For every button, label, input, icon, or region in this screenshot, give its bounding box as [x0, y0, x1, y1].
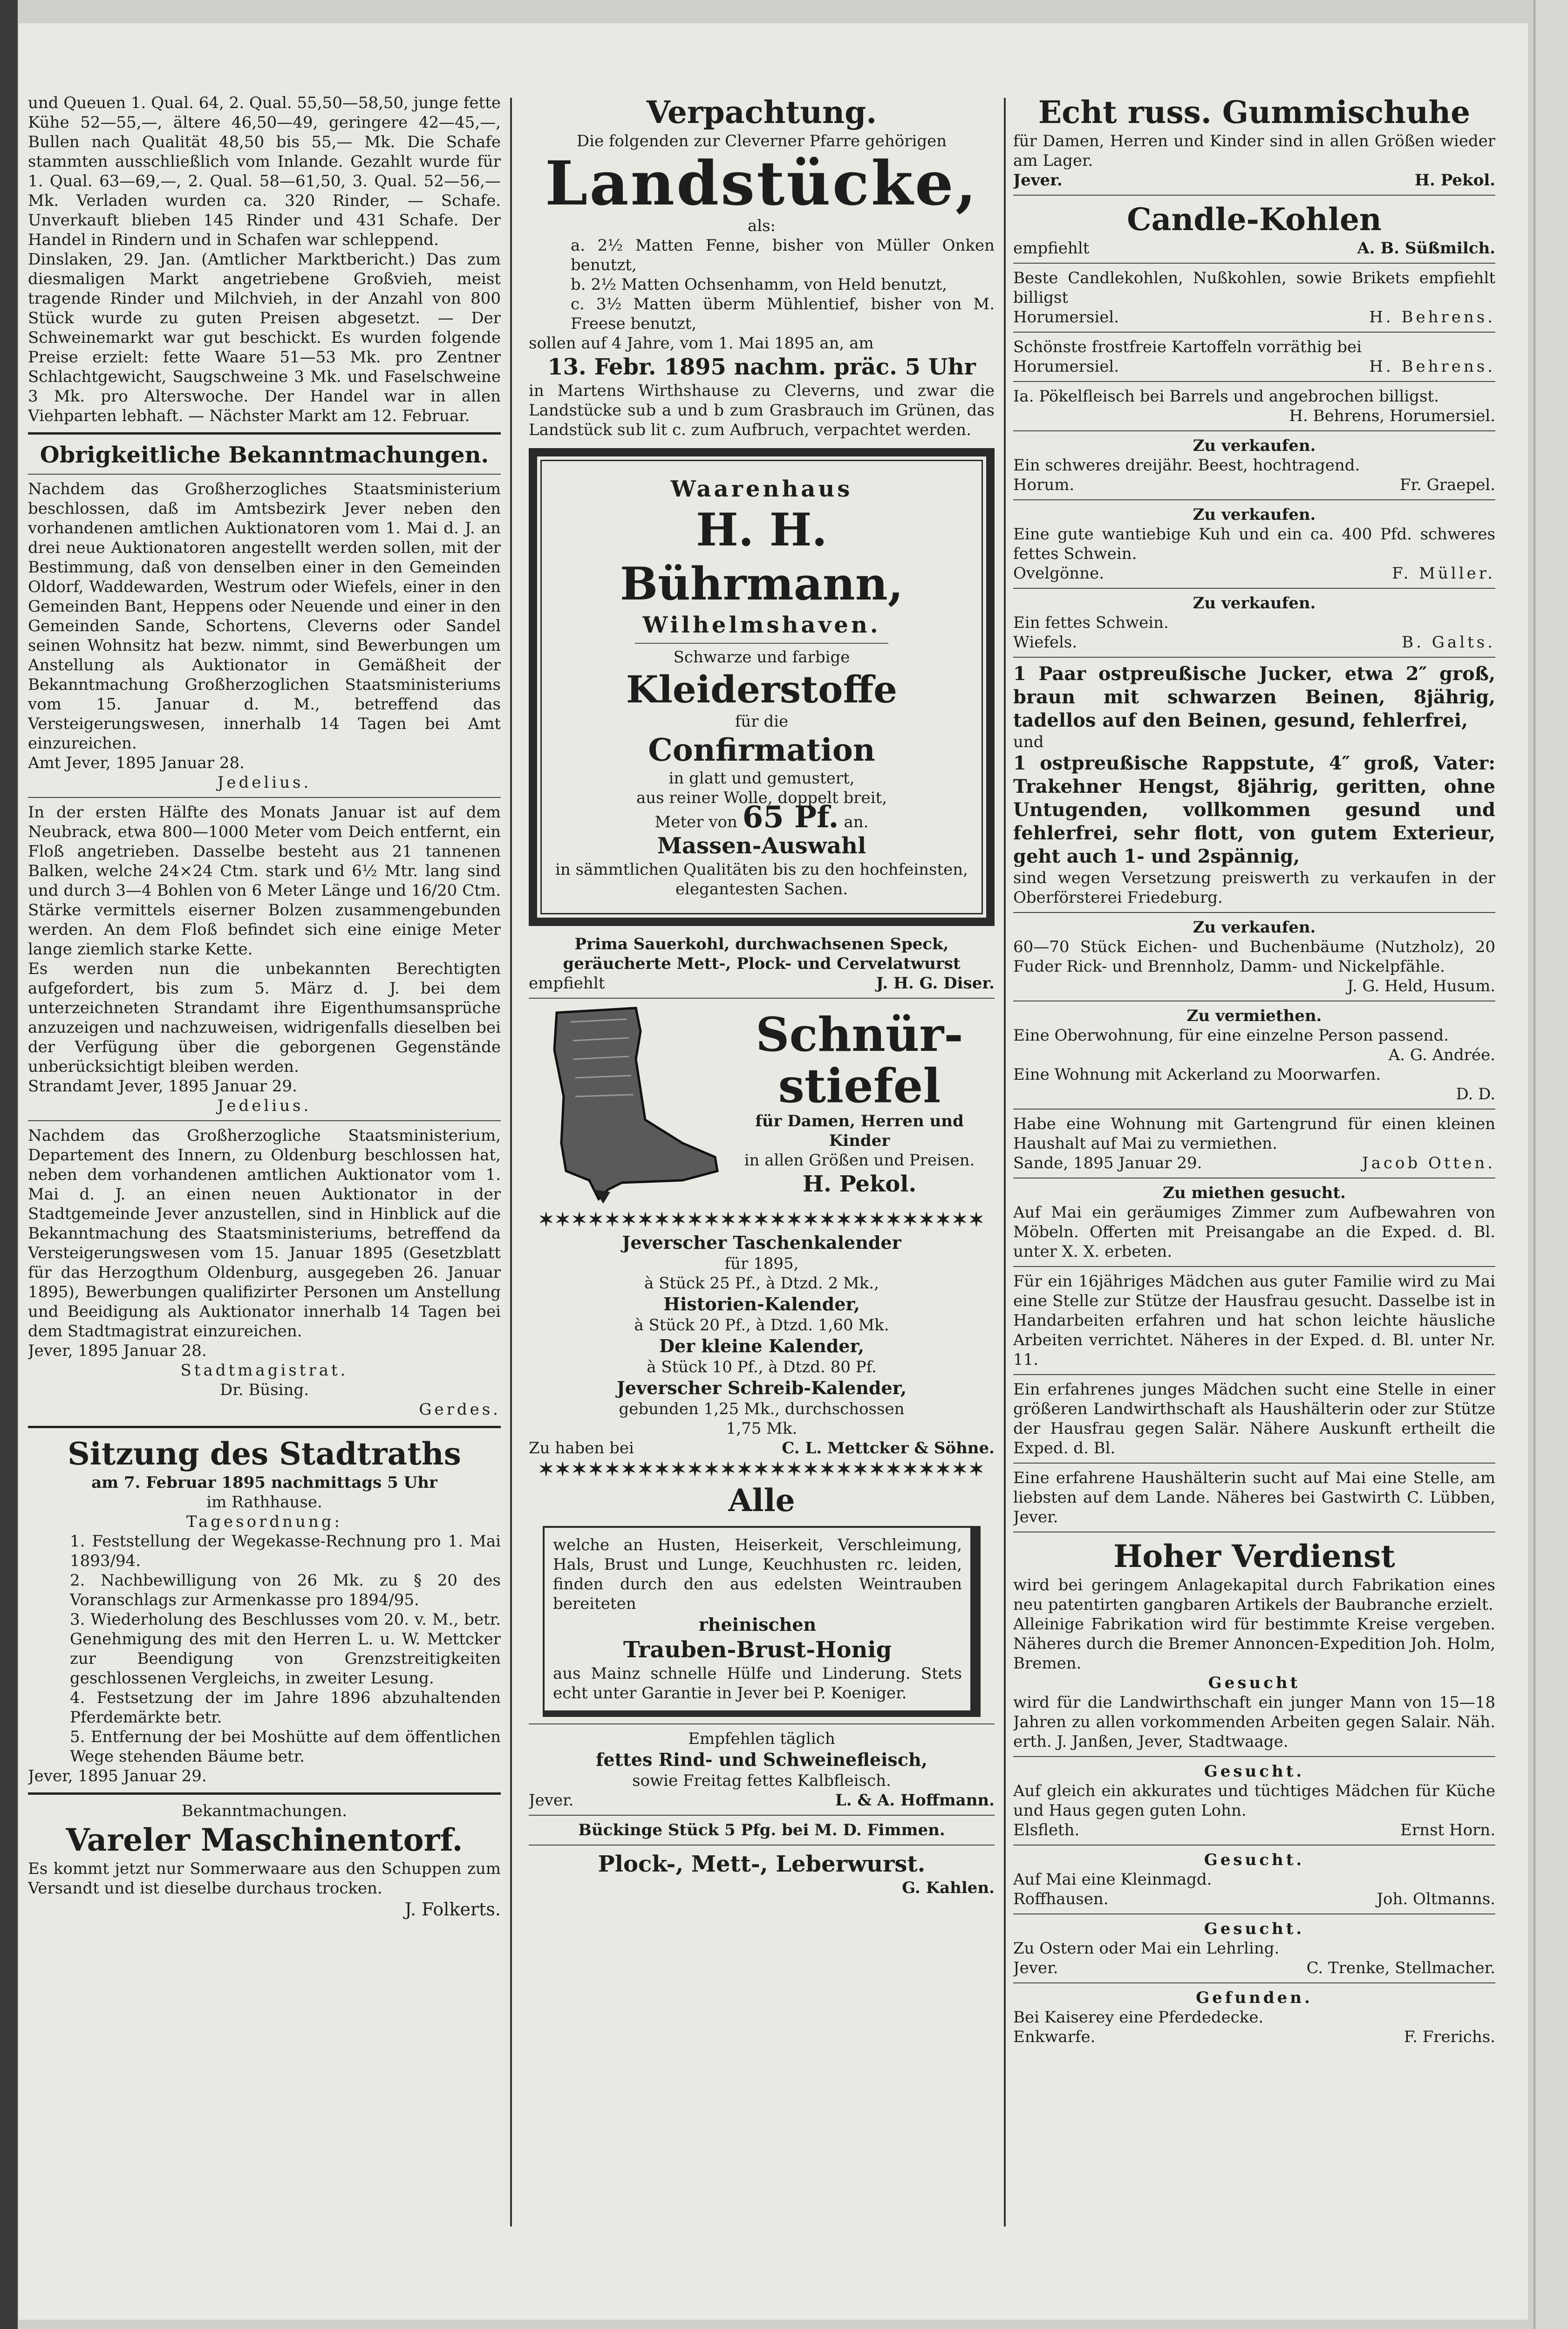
- ad-text: Auf Mai eine Kleinmagd.: [1013, 1870, 1212, 1889]
- notice-signature: Dr. Büsing.: [219, 1381, 309, 1399]
- ad-text: Ein fettes Schwein.: [1013, 613, 1169, 632]
- divider: [28, 1792, 501, 1795]
- ad-signature: F. Frerichs.: [1404, 2028, 1495, 2046]
- ad-text: Wiefels.: [1013, 633, 1077, 652]
- divider: [1013, 588, 1495, 589]
- ad-footer: [1013, 1820, 1495, 1840]
- ad-text: Roffhausen.: [1013, 1890, 1109, 1908]
- ad-text: Alleinige Fabrikation wird für bestimmte Kreise vergeben. Näheres durch die Bremer Annoncen-Expedition Joh. Holm, Bremen.: [1013, 1615, 1495, 1673]
- ad-text: Es kommt jetzt nur Sommerwaare aus den Schuppen zum Versandt und ist dieselbe durchaus trocken.: [28, 1859, 501, 1898]
- ad-signature: Joh. Oltmanns.: [1377, 1890, 1495, 1908]
- land-item: a. 2½ Matten Fenne, bisher von Müller Onken benutzt,: [571, 236, 995, 274]
- ad-text: Eine erfahrene Haushälterin sucht auf Mai eine Stelle, am liebsten auf dem Lande. Näheres bei Gastwirth C. Lübben, Jever.: [1013, 1469, 1495, 1526]
- ad-text: Bückinge Stück 5 Pfg. bei M. D. Fimmen.: [578, 1821, 945, 1839]
- ad-signature: J. G. Held, Husum.: [1347, 977, 1495, 995]
- ad-text: Enkwarfe.: [1013, 2028, 1096, 2046]
- ad-footer: [1013, 475, 1495, 495]
- meeting-signature: Jever, 1895 Januar 29.: [28, 1767, 207, 1785]
- ad-text: Horum.: [1013, 476, 1075, 494]
- ad-footer: [1013, 564, 1495, 583]
- agenda-item: 2. Nachbewilligung von 26 Mk. zu § 20 des Voranschlags zur Armenkasse pro 1894/95.: [70, 1571, 501, 1609]
- ad-text: und: [1013, 733, 1044, 751]
- calendar-price: gebunden 1,25 Mk., durchschossen: [619, 1400, 905, 1418]
- notice-signature: Gerdes.: [419, 1400, 501, 1419]
- ad-footer: [1013, 2027, 1495, 2047]
- star-border: ✶✶✶✶✶✶✶✶✶✶✶✶✶✶✶✶✶✶✶✶✶✶✶✶✶✶✶: [538, 1209, 985, 1231]
- ad-text: empfiehlt: [529, 974, 605, 993]
- notice-signature: Jedelius.: [217, 1096, 312, 1115]
- notice-signature: Jedelius.: [217, 773, 312, 792]
- ad-text: 60—70 Stück Eichen- und Buchenbäume (Nutzholz), 20 Fuder Rick- und Brennholz, Damm- und Nickelpfähle.: [1013, 938, 1495, 976]
- ad-footer: [1013, 633, 1495, 652]
- ad-headline: Hoher Verdienst: [1113, 1538, 1395, 1574]
- column-rule: [1004, 98, 1006, 2227]
- ad-text: Schönste frostfreie Kartoffeln vorräthig bei: [1013, 338, 1362, 356]
- calendar-price: à Stück 10 Pf., à Dtzd. 80 Pf.: [647, 1358, 877, 1376]
- ad-text: Empfehlen täglich: [688, 1730, 835, 1748]
- ad-text: in glatt und gemustert,: [668, 769, 855, 788]
- meeting-title: Sitzung des Stadtraths: [68, 1436, 461, 1472]
- calendar-price: 1,75 Mk.: [726, 1419, 798, 1438]
- divider: [1013, 1109, 1495, 1110]
- ad-headline: Massen-Auswahl: [657, 833, 866, 859]
- ad-text: Horumersiel.: [1013, 357, 1119, 376]
- ad-signature: H. Pekol.: [1414, 171, 1495, 190]
- ad-heading: Gesucht.: [1204, 1762, 1305, 1781]
- ad-signature: G. Kahlen.: [902, 1879, 995, 1897]
- ad-text: Ia. Pökelfleisch bei Barrels und angebrochen billigst.: [1013, 387, 1439, 406]
- ad-text: in sämmtlichen Qualitäten bis zu den hochfeinsten, elegantesten Sachen.: [555, 860, 968, 899]
- ad-subtitle: Die folgenden zur Cleverner Pfarre gehörigen: [576, 132, 947, 150]
- ad-heading: Gefunden.: [1196, 1989, 1313, 2007]
- ad-text: empfiehlt: [1013, 239, 1090, 258]
- honey-ad-box: [543, 1526, 981, 1717]
- market-report-dinslaken: Dinslaken, 29. Jan. (Amtlicher Marktbericht.) Das zum diesmaligen Markt angetriebene Großvieh, meist tragende Rinder und Milchvieh, in der Anzahl von 800 Stück wurde zu guten Preisen abgesetzt. — Der Schweinemarkt war gut beschickt. Es wurden folgende Preise erzielt: fette Waare 51—53 Mk. pro Zentner Schlachtgewicht, Saugschweine 3 Mk. und Faselschweine 3 Mk. pro Alterswoche. Der Handel war in allen Viehparten lebhaft. — Nächster Markt am 12. Februar.: [28, 250, 501, 425]
- divider: [529, 998, 995, 999]
- ad-footer: [529, 974, 995, 993]
- divider: [28, 474, 501, 475]
- notice-date: Jever, 1895 Januar 28.: [28, 1342, 207, 1360]
- ad-text: Ein erfahrenes junges Mädchen sucht eine Stelle in einer größeren Landwirthschaft als Haushälterin oder zur Stütze der Hausfrau gegen Salär. Nähere Auskunft ertheilt die Exped. d. Bl.: [1013, 1380, 1495, 1457]
- ad-text: Bei Kaiserey eine Pferdedecke.: [1013, 2008, 1264, 2027]
- ad-text: Sande, 1895 Januar 29.: [1013, 1154, 1202, 1172]
- ad-headline: H. H. Bührmann,: [620, 504, 904, 610]
- ad-heading: Gesucht.: [1204, 1851, 1305, 1869]
- shoe-ad: [529, 1003, 995, 1204]
- divider: [28, 432, 501, 435]
- column-1: [28, 93, 501, 2227]
- ad-signature: Fr. Graepel.: [1399, 476, 1495, 494]
- land-item: c. 3½ Matten überm Mühlentief, bisher von M. Freese benutzt,: [571, 295, 995, 333]
- ad-title: Vareler Maschinentorf.: [66, 1822, 463, 1858]
- notice-date: Strandamt Jever, 1895 Januar 29.: [28, 1077, 297, 1096]
- ad-text: rheinischen: [698, 1614, 817, 1635]
- divider: [1013, 912, 1495, 913]
- ad-text: sind wegen Versetzung preiswerth zu verkaufen in der Oberförsterei Friedeburg.: [1013, 869, 1495, 907]
- calendar-title: Jeverscher Taschenkalender: [622, 1232, 901, 1253]
- divider: [1013, 430, 1495, 431]
- agenda-heading: Tagesordnung:: [186, 1512, 343, 1531]
- divider: [28, 797, 501, 798]
- ad-heading: Zu verkaufen.: [1193, 594, 1316, 613]
- ad-price: 65 Pf.: [742, 800, 839, 835]
- divider: [1013, 657, 1495, 658]
- ad-headline: Schnür-: [756, 1007, 963, 1062]
- ad-text: Prima Sauerkohl, durchwachsenen Speck, geräucherte Mett-, Plock- und Cervelatwurst: [563, 935, 961, 973]
- column-rule: [510, 98, 512, 2227]
- calendar-title: Der kleine Kalender,: [659, 1335, 864, 1356]
- ad-signature: L. & A. Hoffmann.: [835, 1791, 995, 1810]
- column-3: [1013, 93, 1495, 2227]
- ad-signature: H. Behrens, Horumersiel.: [1289, 407, 1495, 425]
- agenda-item: 4. Festsetzung der im Jahre 1896 abzuhaltenden Pferdemärkte betr.: [70, 1689, 501, 1727]
- ad-text: sollen auf 4 Jahre, vom 1. Mai 1895 an, am: [529, 334, 874, 353]
- ad-headline: Landstücke,: [545, 148, 978, 219]
- ad-text: für Damen, Herren und Kinder sind in allen Größen wieder am Lager.: [1013, 132, 1495, 170]
- ad-footer: [529, 1438, 995, 1458]
- ad-text: Für ein 16jähriges Mädchen aus guter Familie wird zu Mai eine Stelle zur Stütze der Hausfrau gesucht. Dasselbe ist in Handarbeiten erfahren und hat schon leichte häusliche Arbeiten verrichtet. Näheres in der Exped. d. Bl. unter Nr. 11.: [1013, 1272, 1495, 1369]
- ad-signature: A. B. Süßmilch.: [1357, 239, 1495, 258]
- divider: [529, 1723, 995, 1724]
- calendar-text: für 1895,: [724, 1254, 799, 1273]
- calendar-price: à Stück 25 Pf., à Dtzd. 2 Mk.,: [644, 1274, 879, 1293]
- ad-text: Zu haben bei: [529, 1439, 634, 1457]
- shoe-ad-text: [724, 1009, 995, 1198]
- ad-text: 1 ostpreußische Rappstute, 4″ groß, Vater: Trakehner Hengst, 8jährig, geritten, ohne Untugenden, vollkommen gesund und fehlerfrei, sehr flott, von gutem Exterieur, geht auch 1- und 2spännig,: [1013, 752, 1495, 867]
- notice-text: Nachdem das Großherzogliches Staatsministerium beschlossen, daß im Amtsbezirk Jever neben den vorhandenen amtlichen Auktionatoren vom 1. Mai d. J. an drei neue Auktionatoren angestellt werden sollen, mit der Bestimmung, daß von denselben einer in den Gemeinden Oldorf, Waddewarden, Westrum oder Wiefels, einer in den Gemeinden Bant, Heppens oder Neuende und einer in den Gemeinden Sande, Schortens, Cleverns oder Sandel seinen Wohnsitz hat bezw. nimmt, sind Bewerbungen um Anstellung als Auktionator in Gemäßheit der Bekanntmachung Großherzoglichen Staatsministeriums vom 15. Januar d. M., betreffend das Versteigerungswesen, innerhalb 14 Tagen bei Amt einzureichen.: [28, 480, 501, 753]
- ad-text: Habe eine Wohnung mit Gartengrund für einen kleinen Haushalt auf Mai zu vermiethen.: [1013, 1115, 1495, 1153]
- ad-text: Eine Oberwohnung, für eine einzelne Person passend.: [1013, 1026, 1449, 1045]
- agenda-item: 1. Feststellung der Wegekasse-Rechnung pro 1. Mai 1893/94.: [70, 1532, 501, 1570]
- ad-text: Jever.: [1013, 1959, 1058, 1977]
- ad-headline: Alle: [728, 1482, 795, 1519]
- ad-footer: [1013, 307, 1495, 327]
- ad-text: Eine Wohnung mit Ackerland zu Moorwarfen.: [1013, 1065, 1381, 1084]
- ad-text: Zu Ostern oder Mai ein Lehrling.: [1013, 1939, 1280, 1958]
- boot-icon: [529, 1003, 724, 1204]
- ad-headline: Confirmation: [648, 732, 875, 768]
- star-border: ✶✶✶✶✶✶✶✶✶✶✶✶✶✶✶✶✶✶✶✶✶✶✶✶✶✶✶: [538, 1458, 985, 1480]
- section-heading: Bekanntmachungen.: [181, 1802, 348, 1820]
- ad-text: für die: [735, 712, 789, 731]
- ad-headline: fettes Rind- und Schweinefleisch,: [596, 1749, 927, 1770]
- divider: [1013, 1266, 1495, 1267]
- ad-footer: [1013, 1958, 1495, 1978]
- ad-signature: J. Folkerts.: [404, 1899, 501, 1920]
- ad-text: Ein schweres dreijähr. Beest, hochtragend.: [1013, 456, 1360, 475]
- ad-signature: C. L. Mettcker & Söhne.: [782, 1439, 995, 1457]
- ad-heading: Zu verkaufen.: [1193, 505, 1316, 524]
- ad-text: Waarenhaus: [670, 476, 853, 502]
- ad-text: Elsfleth.: [1013, 1821, 1080, 1839]
- ad-text: Jever.: [529, 1791, 574, 1810]
- ad-text: Auf Mai ein geräumiges Zimmer zum Aufbewahren von Möbeln. Offerten mit Preisangabe an die Exped. d. Bl. unter X. X. erbeten.: [1013, 1203, 1495, 1261]
- ad-text: Schwarze und farbige: [673, 648, 850, 667]
- ad-footer: [1013, 1153, 1495, 1173]
- ad-text: wird für die Landwirthschaft ein junger Mann von 15—18 Jahren zu allen vorkommenden Arbeiten gegen Salair. Näh. erth. J. Janßen, Jever, Stadtwaage.: [1013, 1693, 1495, 1751]
- ad-signature: Ernst Horn.: [1400, 1821, 1495, 1839]
- ad-footer: [1013, 1889, 1495, 1909]
- ad-signature: H. Behrens.: [1369, 308, 1495, 327]
- ad-text: für Damen, Herren und Kinder: [755, 1112, 964, 1150]
- notice-text: Nachdem das Großherzogliche Staatsministerium, Departement des Innern, zu Oldenburg beschlossen hat, neben dem vorhandenen amtlichen Auktionator vom 1. Mai d. J. an einen neuen Auktionator in der Stadtgemeinde Jever anzustellen, sind in Hinblick auf die Bekanntmachung des Staatsministeriums, betreffend da Versteigerungswesen vom 15. Januar 1895 (Gesetzblatt für das Herzogthum Oldenburg, ausgegeben 26. Januar 1895), Bewerbungen qualifizirter Personen um Anstellung und Beeidigung als Auktionator innerhalb 14 Tagen bei dem Stadtmagistrat einzureichen.: [28, 1126, 501, 1341]
- ad-footer: [529, 1791, 995, 1810]
- divider: [635, 643, 888, 644]
- ad-title: Verpachtung.: [646, 94, 877, 130]
- ad-text: aus reiner Wolle, doppelt breit,: [636, 789, 887, 807]
- ad-headline: Candle-Kohlen: [1127, 201, 1382, 238]
- ad-text: Eine gute wantiebige Kuh und ein ca. 400 Pfd. schweres fettes Schwein.: [1013, 525, 1495, 563]
- ad-footer: [1013, 170, 1495, 190]
- ad-price-line: [551, 800, 972, 835]
- notice-text: Es werden nun die unbekannten Berechtigten aufgefordert, bis zum 5. März d. J. bei dem unterzeichneten Strandamt ihre Eigenthumsansprüche anzuzeigen und nachzuweisen, widrigenfalls dieselben bei der Verfügung über die geborgenen Gegenstände unberücksichtigt bleiben werden.: [28, 960, 501, 1076]
- ad-signature: D. D.: [1456, 1085, 1495, 1103]
- left-page-edge: [0, 0, 18, 2329]
- right-page-edge: [1534, 0, 1568, 2329]
- agenda-item: 5. Entfernung der bei Moshütte auf dem öffentlichen Wege stehenden Bäume betr.: [70, 1728, 501, 1766]
- divider: [529, 1815, 995, 1816]
- meeting-date: am 7. Februar 1895 nachmittags 5 Uhr: [91, 1473, 437, 1492]
- ad-signature: J. H. G. Diser.: [876, 974, 995, 993]
- ad-headline: Plock-, Mett-, Leberwurst.: [598, 1851, 926, 1877]
- calendar-price: à Stück 20 Pf., à Dtzd. 1,60 Mk.: [634, 1316, 889, 1335]
- notice-date: Amt Jever, 1895 Januar 28.: [28, 754, 245, 772]
- ad-text: Wilhelmshaven.: [642, 612, 881, 638]
- ad-text: Meter von: [654, 813, 737, 831]
- ad-text: an.: [844, 813, 869, 831]
- ad-text: in allen Größen und Preisen.: [744, 1151, 975, 1170]
- ad-signature: F. Müller.: [1392, 564, 1495, 583]
- ad-signature: H. Behrens.: [1369, 357, 1495, 376]
- ad-heading: Zu miethen gesucht.: [1163, 1184, 1346, 1202]
- land-item: b. 2½ Matten Ochsenhamm, von Held benutzt,: [571, 275, 947, 294]
- column-2: [529, 93, 995, 2227]
- ad-headline: Echt russ. Gummischuhe: [1038, 94, 1471, 130]
- ad-heading: Gesucht.: [1204, 1920, 1305, 1938]
- divider: [28, 1120, 501, 1121]
- ad-text: Jever.: [1013, 171, 1063, 190]
- divider: [1013, 1374, 1495, 1375]
- ad-signature: H. Pekol.: [802, 1171, 917, 1197]
- ad-text: welche an Husten, Heiserkeit, Verschleimung, Hals, Brust und Lunge, Keuchhusten rc. leiden, finden durch den aus edelsten Weintrauben bereiteten: [553, 1536, 962, 1613]
- ad-text: in Martens Wirthshause zu Cleverns, und zwar die Landstücke sub a und b zum Grasbrauch im Grünen, das Landstück sub lit c. zum Aufbruch, verpachtet werden.: [529, 381, 995, 439]
- ad-text: Ovelgönne.: [1013, 564, 1104, 583]
- ad-headline: Trauben-Brust-Honig: [623, 1637, 892, 1663]
- ad-signature: Jacob Otten.: [1362, 1154, 1495, 1172]
- meeting-place: im Rathhause.: [206, 1493, 322, 1512]
- divider: [1013, 1463, 1495, 1464]
- ad-heading: Gesucht: [1208, 1674, 1301, 1692]
- ad-text: Auf gleich ein akkurates und tüchtiges Mädchen für Küche und Haus gegen guten Lohn.: [1013, 1782, 1495, 1820]
- calendar-title: Jeverscher Schreib-Kalender,: [616, 1377, 907, 1398]
- ad-signature: A. G. Andrée.: [1388, 1046, 1495, 1064]
- ad-heading: Zu vermiethen.: [1186, 1007, 1322, 1025]
- ad-signature: B. Galts.: [1402, 633, 1495, 652]
- newspaper-page: [19, 23, 1528, 2320]
- ad-footer: [1013, 357, 1495, 376]
- ad-text: sowie Freitag fettes Kalbfleisch.: [632, 1771, 891, 1790]
- ad-text: als:: [747, 217, 776, 235]
- divider: [1013, 1982, 1495, 1983]
- ad-text: Beste Candlekohlen, Nußkohlen, sowie Brikets empfiehlt billigst: [1013, 269, 1495, 307]
- ad-heading: Zu verkaufen.: [1193, 918, 1316, 937]
- section-heading: Obrigkeitliche Bekanntmachungen.: [40, 442, 489, 468]
- ad-headline: stiefel: [778, 1058, 941, 1113]
- divider: [1013, 195, 1495, 196]
- ad-text: wird bei geringem Anlagekapital durch Fabrikation eines neu patentirten gangbaren Artikels der Baubranche erzielt.: [1013, 1576, 1495, 1614]
- agenda-item: 3. Wiederholung des Beschlusses vom 20. v. M., betr. Genehmigung des mit den Herren L. u. W. Mettcker zur Beendigung von Grenzstreitigkeiten geschlossenen Vergleichs, in zweiter Lesung.: [70, 1610, 501, 1688]
- notice-signature: Stadtmagistrat.: [180, 1361, 348, 1380]
- ad-text: 1 Paar ostpreußische Jucker, etwa 2″ groß, braun mit schwarzen Beinen, 8jährig, tadellos auf den Beinen, gesund, fehlerfrei,: [1013, 663, 1495, 731]
- market-report: und Queuen 1. Qual. 64, 2. Qual. 55,50—58,50, junge fette Kühe 52—55,—, ältere 46,50—49, geringere 42—45,—, Bullen nach Qualität 48,50 bis 55,— Mk. Die Schafe stammten ausschließlich vom Inlande. Gezahlt wurde für 1. Qual. 63—69,—, 2. Qual. 58—61,50, 3. Qual. 52—56,— Mk. Verladen wurden ca. 320 Rinder, — Schafe. Unverkauft blieben 145 Rinder und 431 Schafe. Der Handel in Rindern und in Schafen war schleppend.: [28, 94, 501, 249]
- divider: [28, 1426, 501, 1428]
- calendar-title: Historien-Kalender,: [663, 1294, 860, 1314]
- ad-text: Horumersiel.: [1013, 308, 1119, 327]
- divider: [1013, 263, 1495, 264]
- ad-headline: Kleiderstoffe: [626, 667, 898, 711]
- ad-heading: Zu verkaufen.: [1193, 436, 1316, 455]
- notice-text: In der ersten Hälfte des Monats Januar ist auf dem Neubrack, etwa 800—1000 Meter vom Deich entfernt, ein Floß angetrieben. Dasselbe besteht aus 21 tannenen Balken, welche 24×24 Ctm. stark und 6½ Mtr. lang sind und durch 3—4 Bohlen von 6 Meter Länge und 16/20 Ctm. Stärke vermittels eiserner Bolzen zusammengebunden werden. An dem Floß befindet sich eine einige Meter lange ziemlich starke Kette.: [28, 803, 501, 959]
- divider: [1013, 499, 1495, 500]
- divider: [1013, 332, 1495, 333]
- divider: [1013, 381, 1495, 382]
- ad-date: 13. Febr. 1895 nachm. präc. 5 Uhr: [547, 354, 976, 380]
- divider: [1013, 1756, 1495, 1757]
- ad-footer: [1013, 238, 1495, 258]
- ad-text: aus Mainz schnelle Hülfe und Linderung. Stets echt unter Garantie in Jever bei P. Koeniger.: [553, 1664, 962, 1702]
- ad-signature: C. Trenke, Stellmacher.: [1306, 1959, 1495, 1977]
- warehouse-ad-frame: [529, 448, 995, 926]
